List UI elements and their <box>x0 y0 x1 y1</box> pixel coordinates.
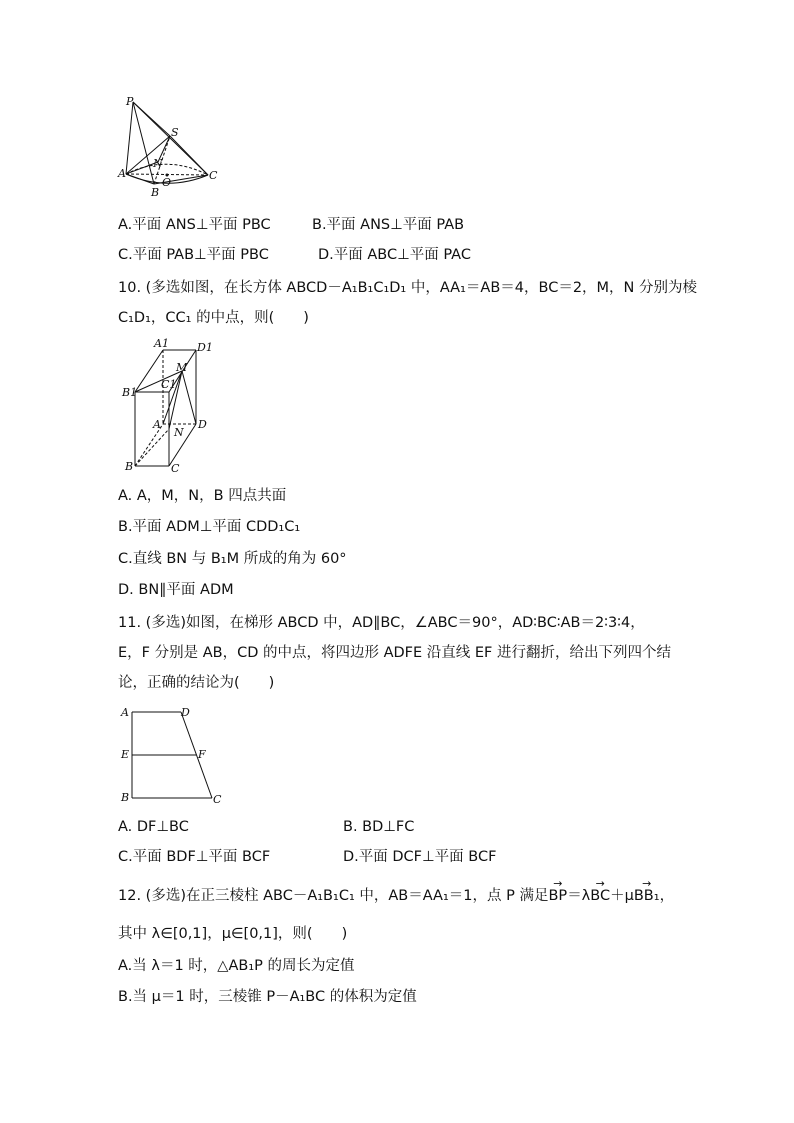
cuboid-figure <box>118 337 218 477</box>
fig10-label-N: N <box>174 426 184 439</box>
fig10-label-D1: D1 <box>197 341 213 354</box>
fig9-label-P: P <box>126 95 134 108</box>
q12-stem-prefix: 12. (多选)在正三棱柱 ABC－A₁B₁C₁ 中，AB＝AA₁＝1，点 P 满足 <box>118 888 549 904</box>
fig10-label-C1: C1 <box>161 378 177 391</box>
fig9-label-S: S <box>171 126 179 139</box>
q9-option-d: D.平面 ABC⊥平面 PAC <box>318 247 471 263</box>
q10-option-d: D. BN∥平面 ADM <box>118 582 234 598</box>
q11-stem-line1: 11. (多选)如图，在梯形 ABCD 中，AD∥BC，∠ABC＝90°，AD∶BC∶AB＝2∶3∶4， <box>118 615 645 631</box>
fig9-label-O: O <box>162 176 172 189</box>
trapezoid-figure <box>118 702 238 812</box>
q10-option-a: A. A，M，N，B 四点共面 <box>118 488 287 504</box>
q12-option-b: B.当 μ＝1 时，三棱锥 P－A₁BC 的体积为定值 <box>118 989 417 1005</box>
fig10-label-A: A <box>153 418 161 431</box>
vector-bc: → BC <box>590 886 610 906</box>
cone-figure <box>118 92 228 207</box>
q12-eq: ＝λ <box>567 888 591 904</box>
q11-stem-line2: E，F 分别是 AB，CD 的中点，将四边形 ADFE 沿直线 EF 进行翻折，给出下列四个结 <box>118 645 672 661</box>
fig10-label-C: C <box>171 462 180 475</box>
q12-stem-line2: 其中 λ∈[0,1]，μ∈[0,1]，则( ) <box>118 926 348 942</box>
fig10-label-B: B <box>125 460 134 473</box>
q10-stem-line2: C₁D₁，CC₁ 的中点，则( ) <box>118 310 309 326</box>
q9-option-b: B.平面 ANS⊥平面 PAB <box>312 217 465 233</box>
q11-option-d: D.平面 DCF⊥平面 BCF <box>343 849 497 865</box>
q12-plus-mu: ＋μ <box>610 888 634 904</box>
vector-bp: → BP <box>548 886 567 906</box>
fig10-label-M: M <box>176 361 188 374</box>
q9-option-c: C.平面 PAB⊥平面 PBC <box>118 247 269 263</box>
q10-option-b: B.平面 ADM⊥平面 CDD₁C₁ <box>118 519 301 535</box>
q11-option-a: A. DF⊥BC <box>118 819 189 835</box>
q9-option-a: A.平面 ANS⊥平面 PBC <box>118 217 271 233</box>
fig10-label-B1: B1 <box>122 386 138 399</box>
fig10-label-D: D <box>198 418 207 431</box>
fig11-label-C: C <box>213 793 222 806</box>
q11-stem-line3: 论，正确的结论为( ) <box>118 675 275 691</box>
q11-option-b: B. BD⊥FC <box>343 819 415 835</box>
fig9-label-N: N <box>153 157 163 170</box>
fig9-label-A: A <box>118 167 126 180</box>
q10-stem-line1: 10. (多选如图，在长方体 ABCD－A₁B₁C₁D₁ 中，AA₁＝AB＝4，BC＝2，M，N 分别为棱 <box>118 280 698 296</box>
q12-option-a: A.当 λ＝1 时，△AB₁P 的周长为定值 <box>118 958 355 974</box>
fig11-label-F: F <box>198 748 206 761</box>
fig11-label-B: B <box>121 791 130 804</box>
fig9-label-B: B <box>151 186 160 199</box>
fig11-label-E: E <box>121 748 130 761</box>
vector-bb1: → BB₁ <box>634 886 660 906</box>
fig11-label-A: A <box>121 706 129 719</box>
fig9-label-C: C <box>209 169 218 182</box>
q10-option-c: C.直线 BN 与 B₁M 所成的角为 60° <box>118 551 347 567</box>
q12-comma: ， <box>659 888 675 904</box>
q11-option-c: C.平面 BDF⊥平面 BCF <box>118 849 271 865</box>
fig11-label-D: D <box>181 706 190 719</box>
q12-stem-line1 <box>118 886 674 906</box>
fig10-label-A1: A1 <box>154 337 169 350</box>
